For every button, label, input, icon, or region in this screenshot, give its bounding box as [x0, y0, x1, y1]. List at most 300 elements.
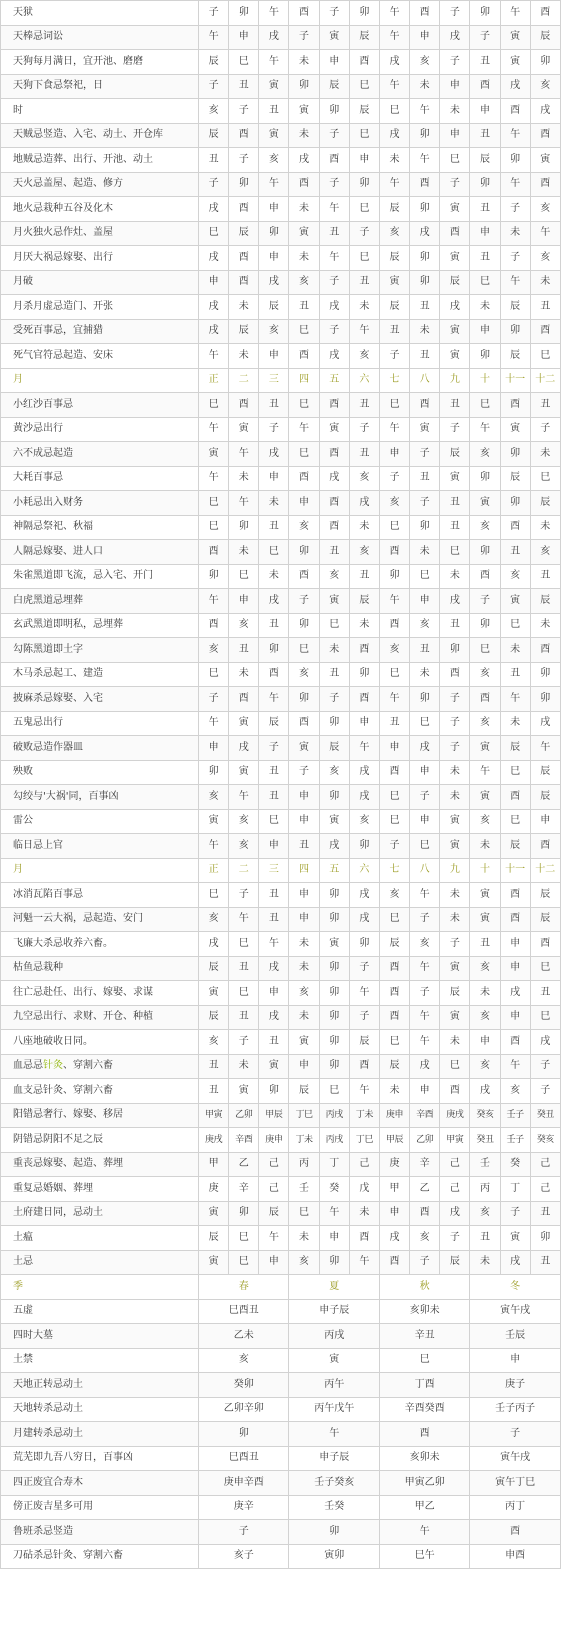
- month-cell: 庚: [199, 1177, 229, 1202]
- month-cell: 卯: [410, 197, 440, 222]
- row-label: 朱雀黑道即飞流，忌入宅、开门: [1, 564, 199, 589]
- month-cell: 午: [500, 1, 530, 26]
- month-cell: 亥: [470, 662, 500, 687]
- month-cell: 丑: [500, 662, 530, 687]
- month-cell: 丑: [229, 956, 259, 981]
- row-label: 殃败: [1, 760, 199, 785]
- month-cell: 卯: [319, 883, 349, 908]
- month-cell: 亥: [259, 319, 289, 344]
- month-header-cell: 正: [199, 858, 229, 883]
- month-cell: 卯: [470, 613, 500, 638]
- month-cell: 酉: [289, 466, 319, 491]
- month-cell: 亥: [530, 246, 560, 271]
- month-cell: 子: [349, 956, 379, 981]
- month-cell: 酉: [349, 50, 379, 75]
- month-cell: 午: [229, 907, 259, 932]
- month-cell: 未: [440, 907, 470, 932]
- month-cell: 未: [470, 981, 500, 1006]
- month-cell: 癸丑: [470, 1128, 500, 1153]
- month-cell: 酉: [349, 638, 379, 663]
- month-cell: 午: [259, 172, 289, 197]
- month-header-cell: 八: [410, 368, 440, 393]
- month-cell: 未: [379, 148, 409, 173]
- month-cell: 辰: [530, 907, 560, 932]
- row-label: 月火独火忌作灶、盖屋: [1, 221, 199, 246]
- month-cell: 卯: [470, 172, 500, 197]
- month-cell: 亥: [289, 1250, 319, 1275]
- month-cell: 癸亥: [470, 1103, 500, 1128]
- month-cell: 壬子: [500, 1128, 530, 1153]
- month-cell: 巳: [379, 99, 409, 124]
- month-cell: 辰: [379, 197, 409, 222]
- month-cell: 辛酉: [410, 1103, 440, 1128]
- month-cell: 卯: [319, 1005, 349, 1030]
- month-cell: 未: [410, 662, 440, 687]
- month-cell: 丑: [530, 393, 560, 418]
- season-row: [1, 1373, 561, 1398]
- row-label: 荒芜即九吾八穷日，百事凶: [1, 1446, 199, 1471]
- month-cell: 子: [229, 148, 259, 173]
- row-label: 玄武黑道即明私，忌埋葬: [1, 613, 199, 638]
- month-cell: 酉: [349, 1054, 379, 1079]
- row-label: [1, 1054, 199, 1079]
- month-header-cell: 九: [440, 858, 470, 883]
- month-cell: 子: [410, 907, 440, 932]
- season-cell: 亥卯未: [379, 1299, 469, 1324]
- month-cell: 申: [470, 99, 500, 124]
- month-cell: 寅: [410, 417, 440, 442]
- month-cell: 未: [229, 662, 259, 687]
- month-header-cell: 七: [379, 368, 409, 393]
- month-cell: 子: [440, 50, 470, 75]
- month-cell: 亥: [470, 1054, 500, 1079]
- month-cell: 未: [500, 711, 530, 736]
- month-cell: 子: [319, 270, 349, 295]
- month-cell: 卯: [319, 907, 349, 932]
- month-cell: 酉: [500, 393, 530, 418]
- season-cell: 乙卯辛卯: [199, 1397, 289, 1422]
- table-row: [1, 1054, 561, 1079]
- month-cell: 丑: [379, 711, 409, 736]
- season-cell: 亥子: [199, 1544, 289, 1569]
- month-cell: 辰: [379, 932, 409, 957]
- month-cell: 午: [349, 319, 379, 344]
- month-cell: 未: [379, 1079, 409, 1104]
- month-cell: 巳: [229, 1226, 259, 1251]
- row-label: 天地正转忌动土: [1, 1373, 199, 1398]
- season-cell: 申子辰: [289, 1446, 379, 1471]
- month-cell: 亥: [259, 148, 289, 173]
- month-cell: 寅: [289, 99, 319, 124]
- table-row: [1, 1177, 561, 1202]
- month-cell: 卯: [289, 540, 319, 565]
- table-row: [1, 1103, 561, 1128]
- month-cell: 午: [229, 785, 259, 810]
- month-cell: 癸: [500, 1152, 530, 1177]
- month-cell: 亥: [289, 270, 319, 295]
- month-cell: 卯: [440, 638, 470, 663]
- month-cell: 亥: [379, 221, 409, 246]
- season-cell: 申子辰: [289, 1299, 379, 1324]
- month-cell: 寅: [500, 1226, 530, 1251]
- month-cell: 亥: [500, 1079, 530, 1104]
- month-cell: 卯: [410, 123, 440, 148]
- month-cell: 酉: [410, 1201, 440, 1226]
- table-row: [1, 883, 561, 908]
- month-cell: 未: [349, 515, 379, 540]
- month-cell: 丑: [259, 883, 289, 908]
- month-cell: 酉: [530, 1, 560, 26]
- month-cell: 辰: [530, 491, 560, 516]
- month-header-cell: 五: [319, 858, 349, 883]
- month-cell: 戌: [440, 295, 470, 320]
- season-cell: 癸卯: [199, 1373, 289, 1398]
- month-cell: 壬: [470, 1152, 500, 1177]
- row-label: 重复忌婚姻、葬埋: [1, 1177, 199, 1202]
- month-cell: 戌: [259, 270, 289, 295]
- row-label: 血支忌针灸、穿割六畜: [1, 1079, 199, 1104]
- month-cell: 亥: [229, 834, 259, 859]
- month-cell: 卯: [349, 172, 379, 197]
- table-row: [1, 687, 561, 712]
- season-cell: 巳酉丑: [199, 1299, 289, 1324]
- month-cell: 申: [289, 809, 319, 834]
- month-cell: 卯: [319, 1030, 349, 1055]
- season-row: [1, 1299, 561, 1324]
- month-cell: 午: [349, 981, 379, 1006]
- month-cell: 子: [500, 246, 530, 271]
- month-cell: 卯: [229, 515, 259, 540]
- month-cell: 亥: [470, 442, 500, 467]
- month-cell: 未: [530, 515, 560, 540]
- month-cell: 子: [199, 74, 229, 99]
- table-row: [1, 638, 561, 663]
- month-header-cell: 三: [259, 858, 289, 883]
- month-cell: 卯: [410, 246, 440, 271]
- month-cell: 巳: [259, 809, 289, 834]
- season-cell: 庚辛: [199, 1495, 289, 1520]
- month-cell: 戌: [500, 1250, 530, 1275]
- month-cell: 辰: [259, 711, 289, 736]
- row-label: 天火忌盖屋、起造、修方: [1, 172, 199, 197]
- month-cell: 午: [289, 417, 319, 442]
- month-cell: 辰: [229, 221, 259, 246]
- season-cell: 庚子: [470, 1373, 560, 1398]
- month-cell: 未: [410, 74, 440, 99]
- month-cell: 戌: [319, 344, 349, 369]
- month-cell: 卯: [500, 442, 530, 467]
- month-cell: 戌: [259, 956, 289, 981]
- month-cell: 亥: [530, 197, 560, 222]
- table-row: [1, 123, 561, 148]
- month-cell: 酉: [410, 172, 440, 197]
- month-cell: 申: [410, 25, 440, 50]
- month-cell: 巳: [470, 393, 500, 418]
- month-cell: 寅: [319, 932, 349, 957]
- month-cell: 巳: [379, 809, 409, 834]
- month-cell: 辰: [259, 295, 289, 320]
- month-cell: 午: [229, 491, 259, 516]
- row-label: 天棒忌词讼: [1, 25, 199, 50]
- month-cell: 辰: [349, 99, 379, 124]
- month-cell: 酉: [289, 1, 319, 26]
- month-cell: 未: [349, 613, 379, 638]
- month-cell: 酉: [500, 99, 530, 124]
- month-cell: 寅: [319, 25, 349, 50]
- month-cell: 卯: [319, 956, 349, 981]
- month-cell: 巳: [470, 638, 500, 663]
- month-cell: 申: [289, 1054, 319, 1079]
- table-row: [1, 417, 561, 442]
- row-label: 地贼忌造葬、出行、开池、动土: [1, 148, 199, 173]
- month-cell: 巳: [289, 442, 319, 467]
- month-cell: 午: [349, 1250, 379, 1275]
- month-cell: 亥: [470, 515, 500, 540]
- month-cell: 辰: [379, 295, 409, 320]
- month-cell: 午: [199, 25, 229, 50]
- month-cell: 乙: [410, 1177, 440, 1202]
- season-header-cell: 冬: [470, 1275, 560, 1300]
- table-row: [1, 809, 561, 834]
- month-cell: 未: [289, 246, 319, 271]
- row-label: 天地转杀忌动土: [1, 1397, 199, 1422]
- month-cell: 丁巳: [289, 1103, 319, 1128]
- month-cell: 丑: [349, 564, 379, 589]
- month-cell: 卯: [410, 687, 440, 712]
- month-cell: 戌: [319, 466, 349, 491]
- month-cell: 申: [500, 1005, 530, 1030]
- month-cell: 巳: [470, 270, 500, 295]
- month-cell: 亥: [470, 1005, 500, 1030]
- row-label: 八座地破收日同。: [1, 1030, 199, 1055]
- season-cell: 庚申辛酉: [199, 1471, 289, 1496]
- month-cell: 丑: [289, 295, 319, 320]
- month-cell: 寅: [470, 736, 500, 761]
- table-row: [1, 1079, 561, 1104]
- month-cell: 己: [440, 1177, 470, 1202]
- month-cell: 卯: [500, 491, 530, 516]
- month-cell: 戌: [500, 981, 530, 1006]
- month-cell: 辰: [199, 1226, 229, 1251]
- month-cell: 戌: [530, 1030, 560, 1055]
- month-cell: 丙: [470, 1177, 500, 1202]
- table-row: [1, 197, 561, 222]
- season-cell: 寅: [289, 1348, 379, 1373]
- month-cell: 未: [440, 564, 470, 589]
- row-label: 刀砧杀忌针灸、穿割六畜: [1, 1544, 199, 1569]
- month-cell: 卯: [319, 785, 349, 810]
- season-row: [1, 1324, 561, 1349]
- month-cell: 亥: [319, 760, 349, 785]
- month-cell: 午: [470, 760, 500, 785]
- season-cell: 卯: [199, 1422, 289, 1447]
- month-cell: 亥: [229, 809, 259, 834]
- month-cell: 申: [530, 809, 560, 834]
- month-cell: 亥: [470, 956, 500, 981]
- row-label-tail: 、穿割六畜: [63, 1060, 113, 1072]
- table-row: [1, 907, 561, 932]
- month-cell: 丑: [440, 393, 470, 418]
- month-cell: 子: [440, 417, 470, 442]
- row-label: 土忌: [1, 1250, 199, 1275]
- month-cell: 申: [379, 736, 409, 761]
- month-cell: 甲: [379, 1177, 409, 1202]
- month-cell: 酉: [199, 540, 229, 565]
- month-cell: 辰: [229, 319, 259, 344]
- month-cell: 卯: [530, 662, 560, 687]
- month-cell: 午: [199, 589, 229, 614]
- month-cell: 申: [199, 736, 229, 761]
- month-cell: 丑: [470, 197, 500, 222]
- month-cell: 子: [530, 417, 560, 442]
- month-cell: 戌: [229, 736, 259, 761]
- month-cell: 戌: [379, 1226, 409, 1251]
- month-cell: 申: [470, 221, 500, 246]
- month-cell: 己: [440, 1152, 470, 1177]
- row-label: 天狗每月满日，宜开池、磨磨: [1, 50, 199, 75]
- month-cell: 寅: [440, 834, 470, 859]
- month-cell: 寅: [440, 319, 470, 344]
- month-cell: 子: [440, 172, 470, 197]
- month-cell: 酉: [379, 956, 409, 981]
- month-header-cell: 六: [349, 368, 379, 393]
- month-cell: 丑: [500, 540, 530, 565]
- month-cell: 甲辰: [379, 1128, 409, 1153]
- season-cell: 巳酉丑: [199, 1446, 289, 1471]
- month-cell: 申: [470, 1030, 500, 1055]
- month-cell: 戌: [199, 319, 229, 344]
- month-cell: 酉: [379, 540, 409, 565]
- month-cell: 午: [259, 687, 289, 712]
- month-cell: 寅: [440, 344, 470, 369]
- month-cell: 丑: [470, 932, 500, 957]
- season-cell: 寅午戌: [470, 1446, 560, 1471]
- month-cell: 巳: [379, 393, 409, 418]
- month-header-cell: 十: [470, 858, 500, 883]
- table-row: [1, 1005, 561, 1030]
- month-cell: 丑: [440, 491, 470, 516]
- row-label: 河魁一云大祸，忌起造、安门: [1, 907, 199, 932]
- month-cell: 卯: [349, 834, 379, 859]
- month-cell: 巳: [500, 760, 530, 785]
- month-cell: 午: [410, 1005, 440, 1030]
- month-cell: 巳: [379, 515, 409, 540]
- month-cell: 亥: [410, 1226, 440, 1251]
- month-cell: 子: [410, 491, 440, 516]
- month-cell: 卯: [530, 687, 560, 712]
- season-cell: 酉: [470, 1520, 560, 1545]
- month-cell: 卯: [319, 1054, 349, 1079]
- month-cell: 丑: [229, 74, 259, 99]
- season-row: [1, 1446, 561, 1471]
- month-cell: 酉: [530, 932, 560, 957]
- month-cell: 卯: [199, 760, 229, 785]
- month-cell: 丑: [259, 393, 289, 418]
- month-cell: 未: [229, 1054, 259, 1079]
- month-cell: 庚: [379, 1152, 409, 1177]
- month-cell: 子: [229, 1030, 259, 1055]
- month-cell: 申: [259, 197, 289, 222]
- month-cell: 寅: [500, 417, 530, 442]
- month-cell: 亥: [289, 515, 319, 540]
- month-cell: 午: [379, 74, 409, 99]
- month-cell: 寅: [319, 809, 349, 834]
- month-cell: 申: [349, 711, 379, 736]
- month-cell: 巳: [379, 785, 409, 810]
- table-row: [1, 319, 561, 344]
- month-cell: 戌: [259, 442, 289, 467]
- month-cell: 辰: [199, 50, 229, 75]
- table-row: [1, 613, 561, 638]
- month-cell: 戌: [349, 760, 379, 785]
- month-cell: 未: [289, 1005, 319, 1030]
- month-cell: 卯: [530, 1226, 560, 1251]
- month-cell: 巳: [259, 540, 289, 565]
- month-cell: 丑: [470, 1226, 500, 1251]
- season-row: [1, 1471, 561, 1496]
- table-row: [1, 932, 561, 957]
- month-cell: 子: [319, 687, 349, 712]
- month-cell: 辰: [530, 883, 560, 908]
- month-cell: 巳: [379, 1030, 409, 1055]
- month-cell: 亥: [349, 466, 379, 491]
- month-cell: 巳: [440, 540, 470, 565]
- row-label: 披麻杀忌嫁娶、入宅: [1, 687, 199, 712]
- month-cell: 巳: [530, 344, 560, 369]
- month-cell: 卯: [349, 1, 379, 26]
- month-cell: 申: [319, 1226, 349, 1251]
- month-cell: 寅: [229, 417, 259, 442]
- table-row: [1, 589, 561, 614]
- month-cell: 子: [440, 1226, 470, 1251]
- month-cell: 午: [410, 148, 440, 173]
- month-cell: 辰: [199, 956, 229, 981]
- month-cell: 卯: [500, 148, 530, 173]
- month-cell: 戌: [319, 295, 349, 320]
- month-cell: 戌: [440, 1201, 470, 1226]
- month-cell: 酉: [440, 221, 470, 246]
- month-cell: 申: [259, 834, 289, 859]
- row-label: 飞廉大杀忌收养六畜。: [1, 932, 199, 957]
- month-cell: 卯: [259, 221, 289, 246]
- season-row: [1, 1520, 561, 1545]
- month-cell: 辰: [349, 1030, 379, 1055]
- month-cell: 未: [259, 491, 289, 516]
- month-cell: 卯: [259, 638, 289, 663]
- month-cell: 未: [259, 564, 289, 589]
- row-label: 阴错忌阴阳不足之辰: [1, 1128, 199, 1153]
- season-cell: 壬辰: [470, 1324, 560, 1349]
- table-row: [1, 148, 561, 173]
- month-cell: 未: [349, 1201, 379, 1226]
- row-label: 傍正废吉星多可用: [1, 1495, 199, 1520]
- month-cell: 亥: [349, 344, 379, 369]
- month-cell: 未: [500, 638, 530, 663]
- month-cell: 未: [229, 466, 259, 491]
- month-cell: 己: [259, 1152, 289, 1177]
- month-cell: 亥: [379, 883, 409, 908]
- month-cell: 申: [199, 270, 229, 295]
- table-row: [1, 50, 561, 75]
- month-cell: 酉: [289, 172, 319, 197]
- row-label: 五鬼忌出行: [1, 711, 199, 736]
- month-cell: 巳: [349, 246, 379, 271]
- season-cell: 甲乙: [379, 1495, 469, 1520]
- month-cell: 酉: [319, 148, 349, 173]
- table-row: [1, 295, 561, 320]
- month-cell: 巳: [319, 1079, 349, 1104]
- table-row: [1, 956, 561, 981]
